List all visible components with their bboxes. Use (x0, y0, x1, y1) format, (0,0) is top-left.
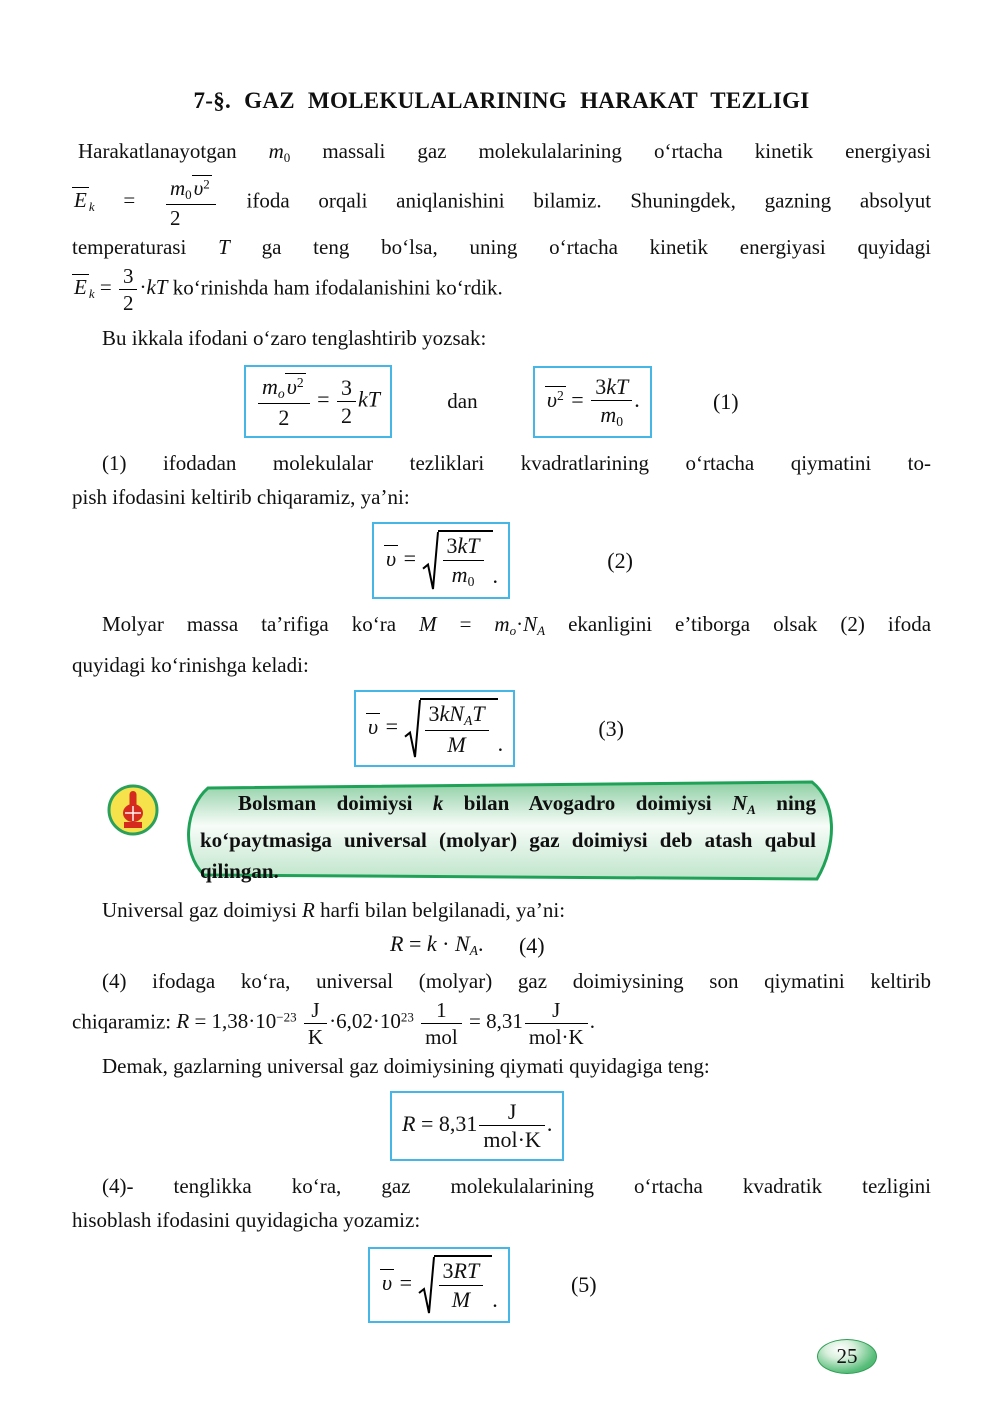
period: . (589, 1009, 595, 1034)
math-var: kT (606, 373, 629, 399)
text-run: ko‘rinishda ham ifodalanishini ko‘rdik. (172, 275, 503, 300)
math-sub (470, 943, 478, 958)
overline-var (380, 1269, 394, 1294)
math-var: N (454, 931, 470, 957)
text-run: Universal gaz doimiysi (102, 898, 303, 923)
math-var: m (494, 612, 510, 637)
overline-var (72, 187, 89, 211)
inline-formula-three-halves-kT (72, 263, 173, 316)
math-sub (89, 286, 95, 301)
equals-sign: = (571, 386, 584, 412)
fraction-numerator (425, 701, 489, 731)
math-var: N (449, 701, 464, 727)
fraction-numerator: 3 (119, 264, 138, 290)
dot-operator: · (442, 931, 450, 957)
formula-box-3 (354, 690, 515, 767)
fraction-denominator: mol (425, 1025, 458, 1050)
math-fraction (523, 998, 590, 1049)
paragraph-intro (72, 134, 931, 315)
equation-label: (3) (598, 715, 624, 741)
math-sub: 0 (467, 573, 475, 589)
formula-box-5 (368, 1247, 510, 1323)
equation-1 (72, 365, 931, 438)
period: . (634, 386, 640, 412)
math-var: E (74, 275, 87, 300)
math-var: kT (146, 275, 168, 300)
paragraph-R-computation (72, 964, 931, 1049)
radical-sign (418, 1255, 435, 1315)
math-var: A (463, 713, 473, 729)
fraction-numerator (591, 374, 632, 401)
formula-R-kNA (390, 931, 489, 959)
overline-var (366, 713, 380, 738)
equation-label: (1) (712, 388, 739, 414)
math-fraction (117, 264, 140, 315)
equals-sign: = (385, 713, 399, 739)
equals-sign: = (317, 386, 330, 412)
math-var: M (419, 612, 437, 637)
math-var: o (277, 386, 285, 402)
fraction-denominator: 2 (169, 205, 181, 230)
fraction-numerator: 1 (421, 998, 462, 1024)
radicand (420, 698, 498, 759)
text-line (72, 998, 931, 1049)
math-var: m (451, 561, 468, 587)
text-run: temperaturasi (72, 234, 219, 259)
callout-text (174, 779, 846, 887)
math-fraction (419, 998, 464, 1049)
equation-5 (72, 1247, 931, 1323)
text-run: ifoda orqali aniqlanishini bilamiz. Shuningdek, gazning absolyut (246, 188, 932, 213)
page-title: 7-§. GAZ MOLEKULALARINING HARAKAT TEZLIGI (193, 88, 810, 113)
fraction-denominator (591, 401, 632, 430)
math-fraction (302, 998, 329, 1049)
period: . (497, 731, 504, 757)
math-var: υ (382, 1269, 393, 1295)
period: . (492, 563, 499, 589)
text-line: quyidagi ko‘rinishga keladi: (72, 653, 309, 678)
math-var: A (469, 943, 478, 959)
text-run: massali gaz molekulalarining o‘rtacha kinetik energiyasi (322, 139, 931, 163)
math-fraction (477, 1099, 546, 1153)
paragraph-derive (72, 446, 931, 514)
equals-sign: = (469, 1009, 481, 1034)
equals-sign: = (99, 275, 112, 300)
math-var: o (509, 623, 517, 639)
math-var: N (523, 612, 538, 637)
radicand (438, 530, 493, 591)
text-line (72, 607, 931, 648)
dot-operator: · (516, 612, 524, 637)
formula-R-value-derivation (176, 997, 595, 1050)
equation-4 (72, 933, 931, 958)
text-run: bilan Avogadro doimiysi (443, 791, 732, 816)
math-num: 3 (446, 533, 458, 559)
text-line: hisoblash ifodasini quyidagicha yozamiz: (72, 1207, 421, 1232)
math-num: 1,38·10 (211, 1009, 277, 1034)
text-run: Bolsman doimiysi (238, 791, 433, 816)
math-var: υ (368, 713, 379, 739)
paragraph-demak: Demak, gazlarning universal gaz doimiysining qiymati quyidagiga teng: (102, 1054, 710, 1079)
text-run: ning ko‘paytmasiga universal (molyar) gaz doimiysi deb atash qabul qilingan. (200, 791, 816, 884)
math-var: N (732, 791, 748, 816)
equation-2 (72, 522, 931, 599)
text-run: harfi bilan belgilanadi, ya’ni: (314, 898, 566, 923)
math-var: M (451, 1286, 471, 1312)
inline-math-molar (419, 612, 546, 639)
text-line (72, 264, 931, 315)
math-sub (747, 802, 756, 817)
math-sub (278, 386, 285, 401)
math-var: m (169, 175, 186, 200)
math-var: k (432, 791, 444, 816)
math-var: M (447, 731, 466, 757)
page-number: 25 (836, 1343, 858, 1368)
equation-3 (72, 690, 931, 767)
math-fraction (164, 175, 218, 230)
period: . (477, 931, 484, 957)
text-line: (1) ifodadan molekulalar tezliklari kvadratlarining o‘rtacha qiymatini to- (102, 451, 931, 476)
math-var: T (472, 701, 485, 727)
fraction-numerator: J (479, 1099, 544, 1126)
math-var: υ (286, 374, 297, 400)
math-num: 3 (595, 373, 607, 399)
fraction-numerator (166, 175, 216, 205)
fraction-numerator: J (304, 998, 327, 1024)
math-var: kT (457, 533, 480, 559)
math-sub (89, 199, 95, 214)
math-var: m (262, 374, 278, 400)
math-sub: 0 (616, 414, 624, 430)
paragraph-molar-mass (72, 607, 931, 682)
fraction-denominator: K (307, 1025, 324, 1050)
math-fraction (441, 533, 486, 589)
radical-sign (422, 530, 439, 591)
fraction-denominator: 2 (341, 403, 353, 429)
text-run: ga teng bo‘lsa, uning o‘rtacha kinetik energiyasi quyidagi (261, 234, 932, 259)
callout-note (174, 779, 846, 883)
fraction-denominator: mol·K (528, 1025, 584, 1050)
text-line: (4) ifodaga ko‘ra, universal (molyar) gaz doimiysining son qiymatini keltirib (102, 968, 931, 993)
equation-label: (2) (607, 547, 633, 573)
math-fraction (437, 1258, 486, 1312)
inline-formula-kinetic-energy (72, 175, 247, 230)
math-fraction (256, 373, 312, 430)
math-var: υ (386, 545, 397, 571)
math-var: υ (193, 175, 204, 200)
fraction-numerator: J (525, 998, 588, 1024)
square-root (404, 698, 504, 759)
math-fraction (335, 375, 358, 429)
math-sup: −23 (276, 1009, 297, 1025)
square-root (422, 530, 499, 591)
text-line: (4)- tenglikka ko‘ra, gaz molekulalarining o‘rtacha kvadratik tezligini (102, 1173, 931, 1198)
math-sup: 23 (400, 1009, 414, 1025)
math-var: E (74, 188, 87, 213)
overline-var (285, 373, 306, 398)
math-num: 8,31 (438, 1111, 478, 1137)
math-var: kT (358, 386, 381, 412)
formula-box-1a (244, 365, 392, 438)
math-var: υ (546, 386, 557, 412)
math-var: T (218, 234, 230, 259)
math-sup: 2 (556, 387, 564, 403)
math-var: R (390, 931, 404, 957)
text-line (72, 175, 931, 230)
math-sub: 0 (283, 149, 291, 165)
math-var: R (176, 1009, 190, 1034)
dot-operator: · (139, 275, 147, 300)
overline-var (192, 175, 212, 199)
text-line (72, 134, 931, 175)
equals-sign: = (459, 612, 472, 637)
text-run: Molyar massa ta’rifiga ko‘ra (102, 612, 420, 637)
dot-operator: · (329, 1009, 337, 1034)
paragraph-equate: Bu ikkala ifodani o‘zaro tenglashtirib yozsak: (102, 326, 487, 351)
equals-sign: = (123, 188, 136, 213)
fraction-denominator: 2 (122, 291, 134, 316)
overline-var (545, 386, 566, 411)
paragraph-universal-R (72, 893, 931, 927)
math-var: m (600, 401, 617, 427)
equals-sign: = (420, 1111, 434, 1137)
fraction-denominator: 2 (278, 404, 290, 430)
equation-label: (5) (570, 1271, 597, 1297)
fraction-denominator (425, 731, 489, 757)
math-sup: 2 (203, 176, 210, 192)
formula-box-R (390, 1091, 564, 1161)
callout-row (106, 779, 931, 883)
fraction-denominator: mol·K (483, 1127, 541, 1153)
math-fraction (423, 701, 491, 757)
math-sub (537, 623, 545, 638)
pointing-hand-icon (106, 783, 160, 843)
math-var: k (439, 701, 450, 727)
math-var: A (537, 623, 546, 639)
math-var: k (426, 931, 437, 957)
math-num: 3 (442, 1258, 454, 1284)
text-line: pish ifodasini keltirib chiqaramiz, ya’ni: (72, 485, 410, 510)
math-sup: 2 (296, 375, 304, 391)
equals-sign: = (194, 1009, 207, 1034)
math-num: 8,31 (486, 1009, 523, 1034)
math-var: m (268, 139, 284, 163)
text-run: chiqaramiz: (72, 1009, 177, 1034)
fraction-numerator: 3 (337, 375, 356, 402)
paragraph-final (72, 1169, 931, 1237)
math-var: k (88, 286, 95, 302)
page-number-badge (817, 1339, 877, 1374)
text-run: Harakatlanayotgan (78, 139, 269, 163)
math-var: A (747, 802, 756, 818)
math-sub: 0 (185, 186, 192, 202)
period: . (546, 1111, 553, 1137)
equation-R-value (72, 1091, 931, 1161)
equals-sign: = (403, 545, 417, 571)
math-num: 3 (428, 701, 440, 727)
text-line (72, 230, 931, 264)
period: . (492, 1286, 498, 1312)
math-var: R (302, 898, 315, 923)
math-var: RT (453, 1258, 480, 1284)
fraction-denominator (443, 561, 484, 590)
fraction-numerator (258, 373, 310, 404)
fraction-numerator (439, 1258, 484, 1285)
radical-sign (404, 698, 421, 759)
text-run: ekanligini e’tiborga olsak (2) ifoda (568, 612, 932, 637)
equation-label: (4) (518, 933, 545, 959)
equals-sign: = (408, 931, 422, 957)
fraction-numerator (443, 533, 484, 560)
overline-var (72, 274, 89, 298)
overline-var (384, 545, 398, 570)
formula-box-2 (372, 522, 510, 599)
pointing-hand-icon-svg (106, 783, 160, 837)
text-dan: dan (447, 389, 478, 414)
radicand (434, 1255, 493, 1315)
math-num: 6,02·10 (336, 1009, 401, 1034)
math-fraction (589, 374, 634, 430)
math-var: k (88, 199, 95, 215)
inline-math-m0 (269, 139, 291, 163)
square-root (418, 1255, 498, 1315)
math-var: R (402, 1111, 416, 1137)
fraction-denominator (439, 1286, 484, 1312)
formula-box-1b (533, 366, 652, 438)
equals-sign: = (399, 1269, 413, 1295)
